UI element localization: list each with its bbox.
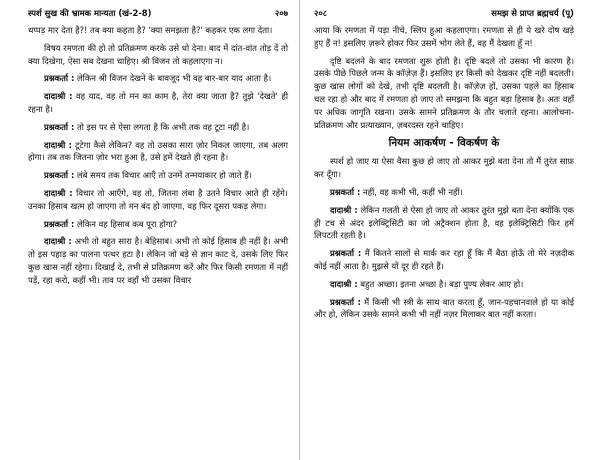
- speaker-label: प्रश्नकर्ता :: [330, 248, 362, 259]
- speaker-label: प्रश्नकर्ता :: [330, 296, 361, 307]
- right-para-1: आया कि रमणता में पड़ा नीचे, स्लिप हुआ कहलाएगा। रमणता से ही ये खरे दोष खड़े हुए हैं न! इसलिए ज़रूरे होकर फिर उसमें भोग लेते हैं, वह मैं देखता हूँ न!: [314, 25, 574, 48]
- speaker-label: दादाश्री :: [44, 139, 73, 150]
- right-para-4: प्रश्नकर्ता : नहीं, वह कभी भी, कहीं भी नहीं।: [330, 186, 463, 197]
- section-heading: नियम आकर्षण - विकर्षण के: [388, 137, 500, 150]
- right-para-6: प्रश्नकर्ता : मैं कितने सालों से मार्क कर रहा हूँ कि मैं बैठा होऊँ तो मेरे नज़दीक कोई नहीं आता है। मुझसे यों दूर ही रहते हैं।: [314, 248, 574, 271]
- speaker-label: प्रश्नकर्ता :: [330, 186, 361, 197]
- left-header-title: स्पर्श सुख की भ्रामक मान्यता (खं-2-8): [28, 8, 152, 18]
- left-para-4: दादाश्री : वह याद, वह तो मन का काम है, तेरा क्या जाता है? तुझे 'देखते' ही रहना है।: [28, 91, 288, 114]
- speaker-label: प्रश्नकर्ता :: [44, 121, 75, 132]
- right-page: [300, 0, 600, 460]
- right-header-title: समझ से प्राप्त ब्रह्मचर्य (पू): [491, 8, 574, 18]
- speaker-label: प्रश्नकर्ता :: [44, 73, 75, 84]
- left-para-3: प्रश्नकर्ता : लेकिन श्री विजन देखने के बावजूद भी वह बार-बार याद आता है।: [44, 73, 272, 84]
- left-para-6: दादाश्री : टूटेगा कैसे लेकिन? वह तो उसका सारा ज़ोर निकल जाएगा, तब अलग होगा। तब तक जितना ज़ोर भरा हुआ है, उसे हमें देखते ही रहना है।: [28, 139, 288, 163]
- left-para-5: प्रश्नकर्ता : तो इस पर से ऐसा लगता है कि अभी तक वह टूटा नहीं है।: [44, 121, 250, 132]
- speaker-label: प्रश्नकर्ता :: [44, 170, 75, 181]
- left-para-10: दादाश्री : अभी तो बहुत सारा है। बेहिसाब। अभी तो कोई हिसाब ही नहीं है। अभी तो इस पहाड़ का पालना पत्थर हटा है। लेकिन जो बड़े से ज्ञान काट दे, उसके लिए फिर कुछ खास नहीं रहेगा। दिखाई दे, तभी से प्रतिक्रमण करें और फिर किसी रमणता में नहीं पड़ें, रहा करो, कहीं भी। ताव पर वहाँ भी उसका विचार: [28, 236, 288, 285]
- right-para-2: दृष्टि बदलने के बाद रमणता शुरू होती है। दृष्टि बदले तो उसका भी कारण है। उसके पीछे पिछले जन्म के कॉज़ेज़ हैं। इसलिए हर किसी को देखकर दृष्टि नहीं बदलती। कुछ खास लोगों को देखे, तभी दृष्टि बदलती है। कॉज़ेज़ हों, उसका पहले का हिसाब चल रहा हो और बाद में रमणता हो जाए तो समझना कि बहुत बड़ा हिसाब है। अतः वहाँ पर अधिक जागृति रखना। उसके सामने प्रतिक्रमण के तौर चलाते रहना। आलोचना-प्रतिक्रमण और प्रत्याख्यान, ज़बरदस्त रहने चाहिए।: [314, 55, 574, 130]
- right-page-number: २०८: [314, 8, 328, 18]
- speaker-label: दादाश्री :: [44, 91, 73, 102]
- right-para-7: दादाश्री : बहुत अच्छा। इतना अच्छा है। बड़ा पुण्य लेकर आए हो।: [330, 278, 524, 289]
- right-para-8: प्रश्नकर्ता : मैं किसी भी स्त्री के साथ बात करता हूँ, जान-पहचानवाले हो या कोई और हो, लेकिन उसके सामने कभी भी नहीं नज़र मिलाकर बात नहीं करता।: [314, 296, 574, 320]
- left-page-number: २०७: [274, 8, 288, 18]
- left-page-header: [28, 6, 288, 20]
- speaker-label: दादाश्री :: [44, 187, 73, 198]
- speaker-label: दादाश्री :: [330, 204, 358, 215]
- left-para-1: थप्पड़ मार देता है?! तब क्या कहता है? 'क्या समझता है?' कहकर एक लगा देता।: [28, 25, 273, 35]
- speaker-label: प्रश्नकर्ता :: [44, 218, 75, 229]
- left-para-9: प्रश्नकर्ता : लेकिन वह हिसाब कब पूरा होगा?: [44, 218, 178, 229]
- right-para-3: स्पर्श हो जाए या ऐसा वैसा कुछ हो जाए तो आकर मुझे बता देना तो मैं तुरंत साफ़ कर दूँगा।: [314, 156, 574, 180]
- speaker-label: दादाश्री :: [44, 236, 72, 247]
- right-page-header: [314, 6, 574, 20]
- left-para-8: दादाश्री : विचार तो आएँगे, वह तो, जितना लंबा है उतने विचार आते ही रहेंगे। उनका हिसाब खत्म हो जाएगा तो मन बंद हो जाएगा, वह फिर दूसरा पकड़ लेगा।: [28, 187, 288, 211]
- left-para-7: प्रश्नकर्ता : लंबे समय तक विचार आएँ तो उनमें तन्मयाकार हो जाते हैं।: [44, 170, 252, 181]
- right-para-5: दादाश्री : लेकिन गलती से ऐसा हो जाए तो आकर तुरंत मुझे बता देना क्योंकि एक ही टच से अंदर इलेक्ट्रिसिटी का जो अट्रैक्शन होता है, वह इलेक्ट्रिसिटी फिर हमें लिपटती रहती है।: [314, 204, 574, 241]
- speaker-label: दादाश्री :: [330, 278, 358, 289]
- left-para-2: विषय रमणता की हो तो प्रतिक्रमण करके उसे धो देना। बाद में दांत-वांत तोड़ दें तो क्या दिखेगा, ऐसा सब देखना चाहिए। श्री विजन तो कहलाएगा न।: [28, 42, 288, 66]
